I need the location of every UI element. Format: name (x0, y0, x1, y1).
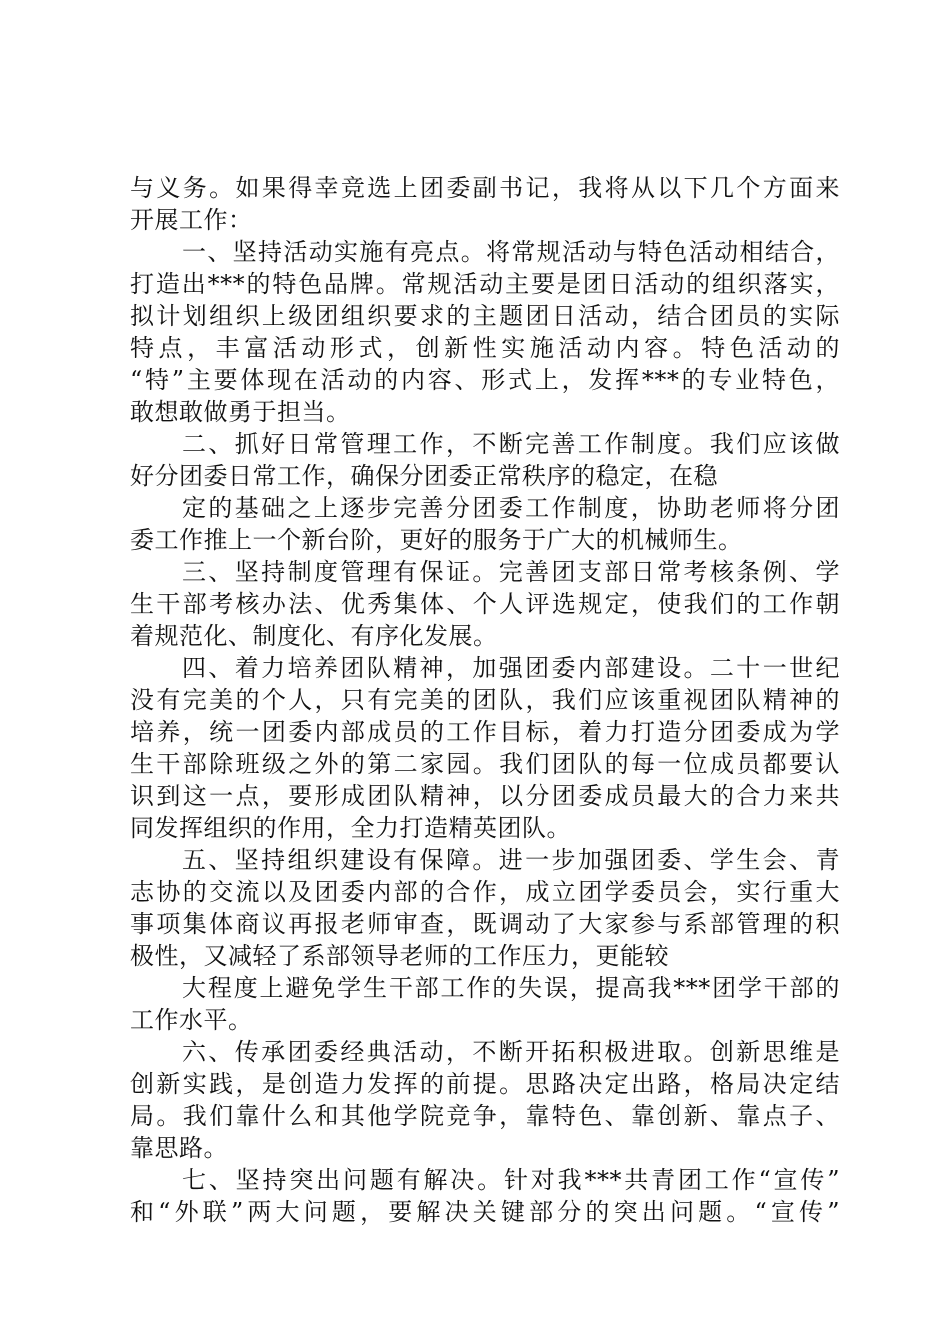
paragraph-heading-line: 六、传承团委经典活动，不断开拓积极进取。创新思维是 (182, 1038, 840, 1066)
text-line: 拟计划组织上级团组织要求的主题团日活动，结合团员的实际 (130, 302, 840, 330)
text-line: 事项集体商议再报老师审查，既调动了大家参与系部管理的积 (130, 910, 840, 938)
text-line: 没有完美的个人，只有完美的团队，我们应该重视团队精神的 (130, 686, 840, 714)
text-line: “特”主要体现在活动的内容、形式上，发挥***的专业特色， (130, 366, 840, 394)
text-line: 大程度上避免学生干部工作的失误，提高我***团学干部的 (182, 974, 840, 1002)
text-line: 定的基础之上逐步完善分团委工作制度，协助老师将分团 (182, 494, 840, 522)
text-line: 极性，又减轻了系部领导老师的工作压力，更能较 (130, 942, 669, 970)
paragraph-heading-line: 五、坚持组织建设有保障。进一步加强团委、学生会、青 (182, 846, 840, 874)
text-line: 生干部考核办法、优秀集体、个人评选规定，使我们的工作朝 (130, 590, 840, 618)
paragraph-heading-line: 一、坚持活动实施有亮点。将常规活动与特色活动相结合， (182, 238, 840, 266)
text-line: 识到这一点，要形成团队精神，以分团委成员最大的合力来共 (130, 782, 840, 810)
text-line: 开展工作： (130, 206, 253, 234)
text-line: 委工作推上一个新台阶，更好的服务于广大的机械师生。 (130, 526, 743, 554)
text-line: 志协的交流以及团委内部的合作，成立团学委员会，实行重大 (130, 878, 840, 906)
text-line: 和“外联”两大问题，要解决关键部分的突出问题。“宣传” (130, 1198, 840, 1226)
text-line: 着规范化、制度化、有序化发展。 (130, 622, 498, 650)
text-line: 生干部除班级之外的第二家园。我们团队的每一位成员都要认 (130, 750, 840, 778)
paragraph-heading-line: 二、抓好日常管理工作，不断完善工作制度。我们应该做 (182, 430, 840, 458)
text-line: 靠思路。 (130, 1134, 228, 1162)
text-line: 敢想敢做勇于担当。 (130, 398, 351, 426)
text-line: 打造出***的特色品牌。常规活动主要是团日活动的组织落实， (130, 270, 840, 298)
document-body (130, 172, 840, 1228)
text-line: 创新实践，是创造力发挥的前提。思路决定出路，格局决定结 (130, 1070, 840, 1098)
text-line: 培养，统一团委内部成员的工作目标，着力打造分团委成为学 (130, 718, 840, 746)
text-line: 特点，丰富活动形式，创新性实施活动内容。特色活动的 (130, 334, 840, 362)
text-line: 同发挥组织的作用，全力打造精英团队。 (130, 814, 571, 842)
text-line: 工作水平。 (130, 1006, 253, 1034)
text-line: 与义务。如果得幸竞选上团委副书记，我将从以下几个方面来 (130, 174, 840, 202)
text-line: 好分团委日常工作，确保分团委正常秩序的稳定，在稳 (130, 462, 718, 490)
paragraph-heading-line: 四、着力培养团队精神，加强团委内部建设。二十一世纪 (182, 654, 840, 682)
paragraph-heading-line: 三、坚持制度管理有保证。完善团支部日常考核条例、学 (182, 558, 840, 586)
paragraph-heading-line: 七、坚持突出问题有解决。针对我***共青团工作“宣传” (182, 1166, 840, 1194)
text-line: 局。我们靠什么和其他学院竞争，靠特色、靠创新、靠点子、 (130, 1102, 840, 1130)
